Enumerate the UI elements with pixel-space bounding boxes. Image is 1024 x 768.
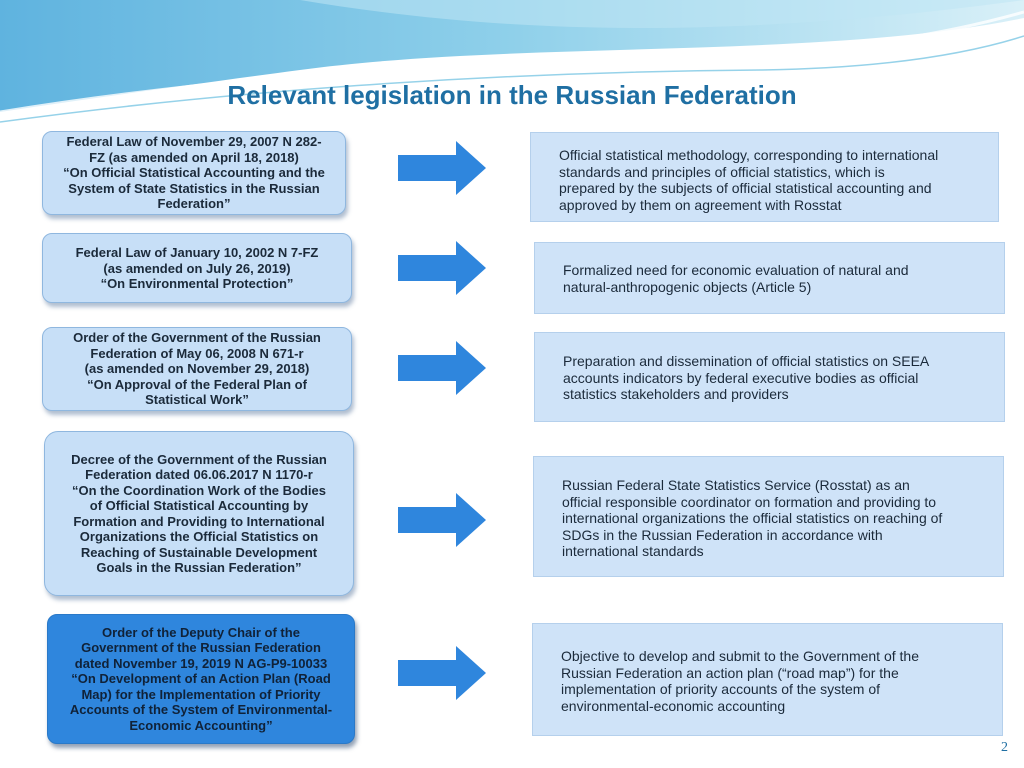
outcome-box-5: Objective to develop and submit to the Government of the Russian Federation an action plan (“road map”) for the implementation of priority accounts of the system of environmental-economic accounting <box>532 623 1003 736</box>
outcome-box-4: Russian Federal State Statistics Service (Rosstat) as an official responsible coordinator on formation and providing to international organizations the official statistics on reaching of SDGs in the Russian Federation in accordance with international standards <box>533 456 1004 577</box>
outcome-box-3: Preparation and dissemination of official statistics on SEEA accounts indicators by federal executive bodies as official statistics stakeholders and providers <box>534 332 1005 422</box>
law-box-2: Federal Law of January 10, 2002 N 7-FZ (as amended on July 26, 2019) “On Environmental Protection” <box>42 233 352 303</box>
arrow-right-icon <box>398 241 486 295</box>
law-box-5-highlighted: Order of the Deputy Chair of the Government of the Russian Federation dated November 19, 2019 N AG-P9-10033 “On Development of an Action Plan (Road Map) for the Implementation of Priority Accounts of the System of Environmental- Economic Accounting” <box>47 614 355 744</box>
arrow-right-icon <box>398 141 486 195</box>
arrow-right-icon <box>398 493 486 547</box>
arrow-right-icon <box>398 341 486 395</box>
outcome-box-1: Official statistical methodology, corresponding to international standards and principles of official statistics, which is prepared by the subjects of official statistical accounting and approved by them on agreement with Rosstat <box>530 132 999 222</box>
law-box-3: Order of the Government of the Russian Federation of May 06, 2008 N 671-r (as amended on November 29, 2018) “On Approval of the Federal Plan of Statistical Work” <box>42 327 352 411</box>
law-box-4: Decree of the Government of the Russian Federation dated 06.06.2017 N 1170-r “On the Coordination Work of the Bodies of Official Statistical Accounting by Formation and Providing to International Organizations the Official Statistics on Reaching of Sustainable Development Goals in the Russian Federation” <box>44 431 354 596</box>
law-box-1: Federal Law of November 29, 2007 N 282- FZ (as amended on April 18, 2018) “On Official Statistical Accounting and the System of State Statistics in the Russian Federation” <box>42 131 346 215</box>
slide-title: Relevant legislation in the Russian Federation <box>227 80 797 110</box>
arrow-right-icon <box>398 646 486 700</box>
page-number: 2 <box>1001 740 1008 755</box>
outcome-box-2: Formalized need for economic evaluation of natural and natural-anthropogenic objects (Article 5) <box>534 242 1005 314</box>
